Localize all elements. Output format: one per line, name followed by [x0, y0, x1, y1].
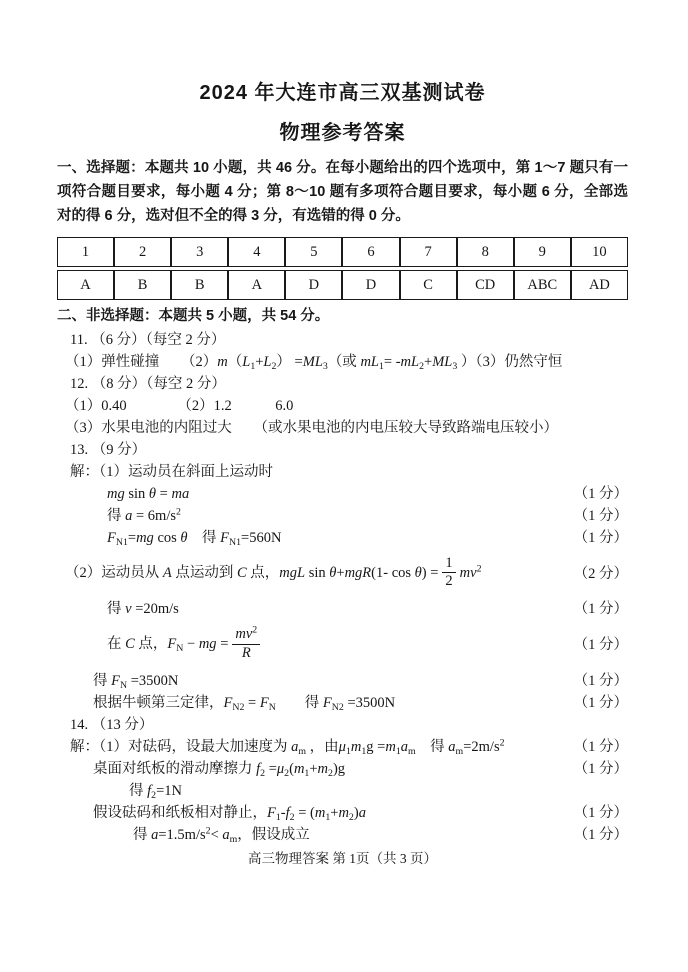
question-number-cell: 2 — [114, 237, 171, 267]
score-mark: （1 分） — [573, 694, 628, 711]
choice-section-intro: 一、选择题：本题共 10 小题，共 46 分。在每小题给出的四个选项中，第 1～7 题只有一项符合题目要求，每小题 4 分；第 8～10 题有多项符合题目要求，每小题 6 分，全部选对的得 6 分，选对但不全的得 3 分，有选错的得 0 分。 — [57, 160, 628, 224]
question-number-cell: 5 — [285, 237, 342, 267]
q12-answer-line — [65, 395, 628, 417]
answer-cell: ABC — [514, 270, 571, 300]
equation-text: $F_{N1}=mg$ cos θ 得 $F_{N1}=560N$ — [107, 530, 282, 548]
question-number-row — [57, 237, 628, 267]
solution-text: 解：（1）运动员在斜面上运动时 — [70, 464, 273, 480]
q11-answer-line — [65, 351, 628, 373]
question-header-text: 12. （8 分）（每空 2 分） — [70, 376, 226, 392]
q12-header — [70, 373, 628, 395]
free-section-heading: 二、非选择题：本题共 5 小题，共 54 分。 — [57, 308, 330, 324]
page-subtitle: 物理参考答案 — [279, 122, 406, 144]
equation-text: 假设砝码和纸板相对静止，$F_1-f_2 = (m_1+m_2)a$ — [93, 804, 366, 823]
page-title: 2024 年大连市高三双基测试卷 — [199, 82, 486, 104]
q13-solution-line — [93, 670, 628, 692]
equation-text: （2）运动员从 A 点运动到 C 点，mgL sin θ+mgR(1- cos θ) = $\frac{1}{2}$ $mv^2$ — [65, 555, 482, 590]
answer-table — [57, 234, 628, 303]
answer-cell: B — [171, 270, 228, 300]
score-mark: （1 分） — [573, 601, 628, 618]
question-header-text: 14. （13 分） — [70, 716, 154, 733]
q14-solution-line — [129, 780, 628, 802]
score-mark: （1 分） — [573, 804, 628, 821]
score-mark: （1 分） — [573, 637, 628, 654]
answer-cell: C — [400, 270, 457, 300]
question-number-cell: 3 — [171, 237, 228, 267]
question-number-cell: 1 — [57, 237, 114, 267]
q13-solution-line — [107, 620, 628, 669]
score-mark: （1 分） — [573, 760, 628, 777]
answer-cell: CD — [457, 270, 514, 300]
q13-header — [70, 439, 628, 461]
q13-solution-line — [107, 527, 628, 549]
question-number-cell: 8 — [457, 237, 514, 267]
score-mark: （1 分） — [573, 738, 628, 755]
q14-solution-line — [133, 824, 628, 846]
q12-answer-line — [65, 417, 628, 439]
score-mark: （2 分） — [573, 565, 628, 582]
q13-solution-line — [65, 549, 628, 598]
question-number-cell: 7 — [400, 237, 457, 267]
answer-text: （1）弹性碰撞 $(2)m(L_1+L_2) =ML_3$（或 $mL_1= -mL_2+ML_3$ ）（3）仍然守恒 — [65, 354, 563, 372]
equation-text: 得 v =20m/s — [107, 601, 179, 618]
q13-solution-line — [107, 483, 628, 505]
question-number-cell: 4 — [228, 237, 285, 267]
answer-cell: B — [114, 270, 171, 300]
equation-text: 根据牛顿第三定律，$F_{N2} = F_N$ 得 $F_{N2} =3500N$ — [93, 694, 396, 713]
solution-text: 解：（1）对砝码，设最大加速度为 $a_m$ ，由$\mu_1m_1g =m_1a_m$ 得 $a_m=2m/s^2$ — [70, 737, 505, 757]
question-number-cell: 6 — [342, 237, 399, 267]
q14-solution-line — [93, 802, 628, 824]
answer-cell: D — [285, 270, 342, 300]
question-number-cell: 9 — [514, 237, 571, 267]
answer-cell: AD — [571, 270, 628, 300]
answer-cell: D — [342, 270, 399, 300]
q14-header — [70, 714, 628, 736]
score-mark: （1 分） — [573, 486, 628, 502]
q14-solution-line — [93, 758, 628, 780]
q11-header — [70, 329, 628, 351]
question-number-cell: 10 — [571, 237, 628, 267]
equation-text: mg sin θ = ma — [107, 486, 190, 502]
q13-solution-line — [70, 461, 628, 483]
answer-cell: A — [57, 270, 114, 300]
score-mark: （1 分） — [573, 508, 628, 524]
equation-text: 得 $F_N =3500N$ — [93, 672, 179, 691]
equation-text: 得 $f_2=1N$ — [129, 782, 182, 801]
equation-text: 得 $a = 6m/s^2$ — [107, 506, 181, 524]
score-mark: （1 分） — [573, 530, 628, 546]
answer-text: （1）0.40 （2）1.2 6.0 — [65, 398, 294, 414]
page-footer: 高三物理答案 第 1页（共 3 页） — [248, 850, 437, 866]
equation-text: 桌面对纸板的滑动摩擦力 $f_2 =\mu_2(m_1+m_2)g$ — [93, 760, 346, 779]
q13-solution-line — [93, 692, 628, 714]
q13-solution-line — [107, 598, 628, 620]
answer-letter-row — [57, 270, 628, 300]
score-mark: （1 分） — [573, 826, 628, 843]
equation-text: 得 $a=1.5m/s^2< a_m$，假设成立 — [133, 825, 310, 845]
question-header-text: 13. （9 分） — [70, 442, 147, 458]
answer-text: （3）水果电池的内阻过大 （或水果电池的内电压较大导致路端电压较小） — [65, 420, 558, 436]
question-header-text: 11. （6 分）（每空 2 分） — [70, 332, 226, 348]
q13-solution-line — [107, 505, 628, 527]
answer-cell: A — [228, 270, 285, 300]
score-mark: （1 分） — [573, 672, 628, 689]
equation-text: 在 C 点，$F_N$ − mg = $\frac{mv^2}{R}$ — [107, 627, 264, 662]
q14-solution-line — [70, 736, 628, 758]
